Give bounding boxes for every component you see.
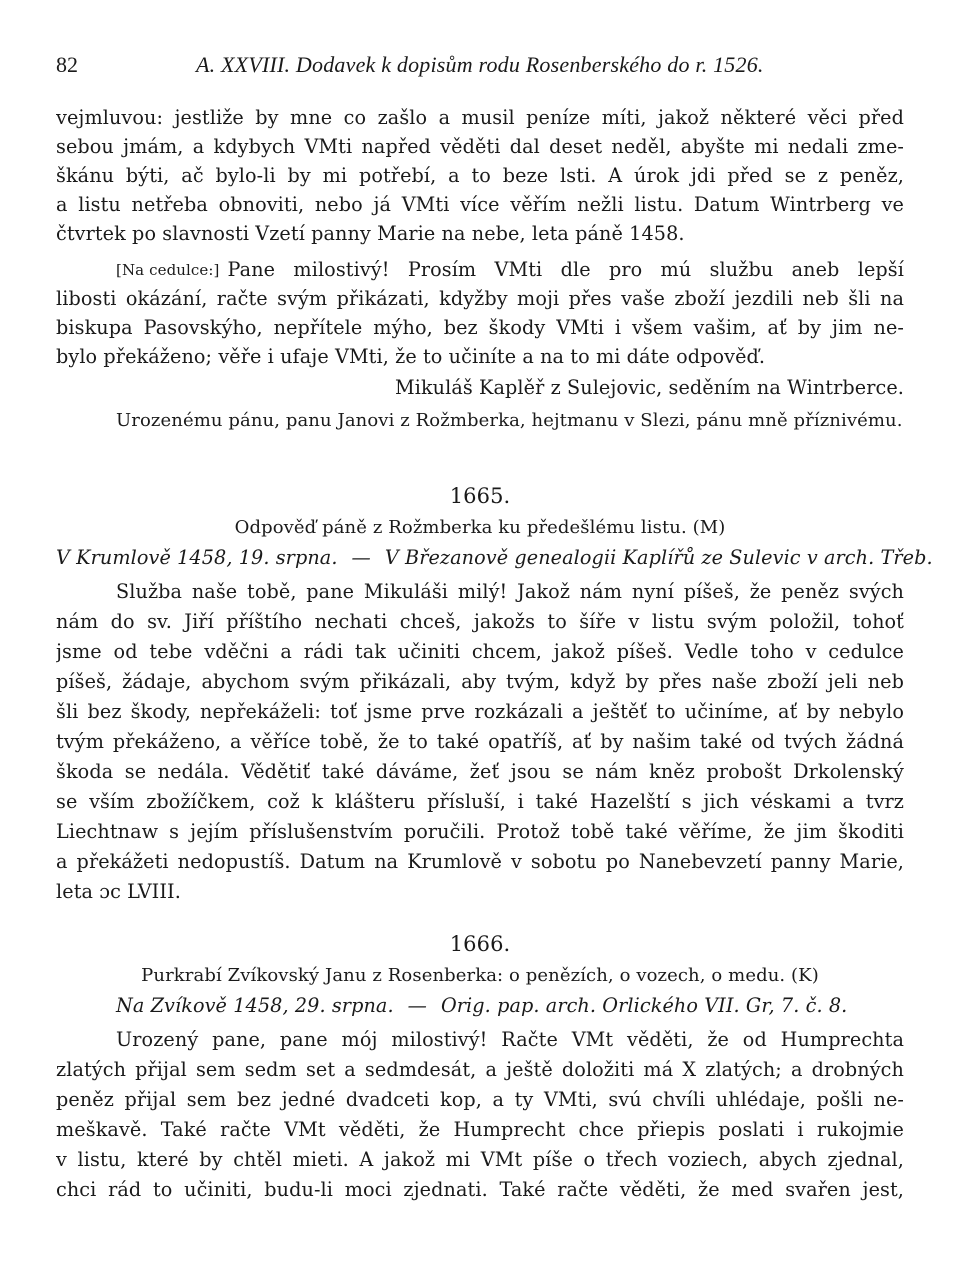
letter-number-1665: 1665. [449, 484, 511, 508]
text-line: tvým překáženo, a věříce tobě, že to také opatříš, ať by našim také od tvých žádná [56, 730, 904, 753]
page-header [56, 52, 904, 82]
text-line: jsme od tebe vděčni a rádi tak učiniti chcem, jakož píšeš. Vedle toho v cedulce [56, 640, 904, 663]
text-line: libosti okázání, račte svým přikázati, kdyžby moji přes vaše zboží jezdili neb šli na [56, 287, 904, 310]
letter-number-1666: 1666. [449, 932, 511, 956]
text-line: nám do sv. Jiří příštího nechati chceš, jakožs to šíře v listu svým položil, tohoť [56, 610, 904, 633]
running-title: A. XXVIII. Dodavek k dopisům rodu Rosenberského do r. 1526. [196, 52, 764, 77]
source-line-1666 [116, 992, 904, 1020]
text-line: v listu, které by chtěl mieti. A jakož mi VMt píše o třech voziech, abych zjednal, [56, 1148, 904, 1171]
cedulka-text: Pane milostivý! Prosím VMti dle pro mú službu aneb lepší [227, 258, 904, 281]
address-line: Urozenému pánu, panu Janovi z Rožmberka, hejtmanu v Slezi, pánu mně příznivému. [116, 410, 903, 431]
text-line: meškavě. Také račte VMt věděti, že Humprecht chce přiepis poslati i rukojmie [56, 1118, 904, 1141]
source-reference: Orig. pap. arch. Orlického VII. Gr, 7. č. 8. [440, 994, 848, 1017]
text-line: píšeš, žádaje, abychom svým přikázali, aby tvým, když by přes naše zboží jeli neb [56, 670, 904, 693]
text-line: čtvrtek po slavnosti Vzetí panny Marie na nebe, leta páně 1458. [56, 222, 685, 245]
source-separator: — [351, 546, 371, 569]
text-line: zlatých přijal sem sedm set a sedmdesát, a ještě doložiti má X zlatých; a drobných [56, 1058, 904, 1081]
source-line-1665 [56, 544, 933, 572]
text-line: a překážeti nedopustíš. Datum na Krumlově v sobotu po Nanebevzetí panny Marie, [56, 850, 904, 873]
text-line: chci rád to učiniti, budu-li moci zjednati. Také račte věděti, že med svařen jest, [56, 1178, 904, 1201]
text-line: leta ɔc LVIII. [56, 880, 181, 903]
page-number: 82 [56, 52, 78, 77]
source-place: Na Zvíkově 1458, 29. srpna. [116, 994, 394, 1017]
text-line: se vším zbožíčkem, což k klášteru přísluší, i také Hazelští s jich véskami a tvrz [56, 790, 904, 813]
text-line: Urozený pane, pane mój milostivý! Račte VMt věděti, že od Humprechta [116, 1028, 904, 1051]
source-separator: — [407, 994, 427, 1017]
text-line: sebou jmám, a kdybych VMti napřed věděti dal deset neděl, abyšte mi nedali zme- [56, 135, 904, 158]
signature: Mikuláš Kaplěř z Sulejovic, seděním na Wintrberce. [394, 376, 904, 399]
letter-heading-1665: Odpověď páně z Rožmberka ku předešlému listu. (M) [234, 517, 726, 538]
text-line: škoda se nedála. Vědětiť také dáváme, žeť jsou se nám kněz probošt Drkolenský [56, 760, 904, 783]
text-line: škánu býti, ač bylo-li by mi potřebí, a to beze lsti. A úrok jdi před se z peněz, [56, 164, 904, 187]
text-line: bylo překáženo; věře i ufaje VMti, že to učiníte a na to mi dáte odpověď. [56, 345, 766, 368]
text-line: šli bez škody, nepřekáželi: toť jsme prve rozkázali a ještěť to učiníme, ať by nebylo [56, 700, 904, 723]
source-place: V Krumlově 1458, 19. srpna. [56, 546, 338, 569]
cedulka-first-line [116, 256, 904, 284]
text-line: Liechtnaw s jejím příslušenstvím poručili. Protož tobě také věříme, že jim škoditi [56, 820, 904, 843]
text-line: vejmluvou: jestliže by mne co zašlo a musil peníze míti, jakož některé věci před [56, 106, 904, 129]
text-line: biskupa Pasovskýho, nepřítele mýho, bez škody VMti i všem vašim, ať by jim ne- [56, 316, 904, 339]
cedulka-label: [Na cedulce:] [116, 261, 220, 279]
source-reference: V Březanově genealogii Kaplířů ze Sulevic v arch. Třeb. [384, 546, 933, 569]
text-line: Služba naše tobě, pane Mikuláši milý! Jakož nám nyní píšeš, že peněz svých [116, 580, 904, 603]
text-line: peněz přijal sem bez jedné dvadceti kop, a ty VMti, svú chvíli uhlédaje, pošli ne- [56, 1088, 904, 1111]
text-line: a listu netřeba obnoviti, nebo já VMti více věřím nežli listu. Datum Wintrberg ve [56, 193, 904, 216]
letter-heading-1666: Purkrabí Zvíkovský Janu z Rosenberka: o penězích, o vozech, o medu. (K) [141, 965, 819, 986]
